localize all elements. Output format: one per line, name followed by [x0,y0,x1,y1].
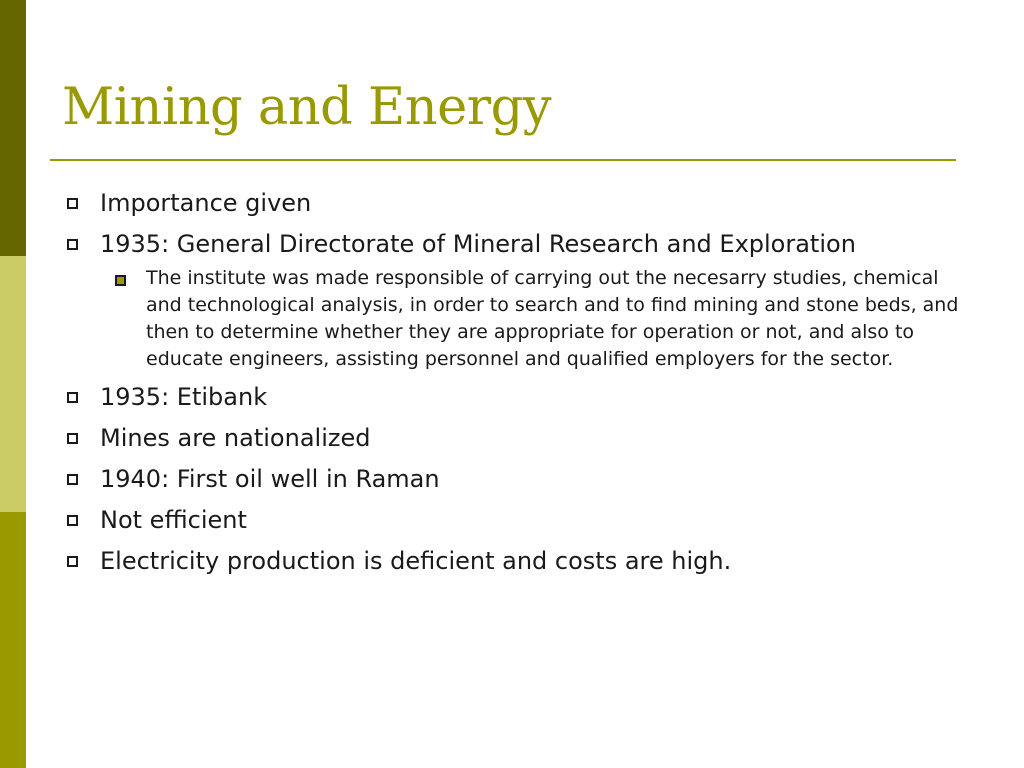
hollow-square-bullet-icon [67,474,78,485]
hollow-square-bullet-icon [67,556,78,567]
bullet-text: 1935: Etibank [100,383,268,411]
hollow-square-bullet-icon [67,433,78,444]
filled-square-bullet-icon [115,275,126,286]
bullet-text: Not efficient [100,506,247,534]
bullet-item [100,186,970,220]
bullet-item [100,227,970,373]
hollow-square-bullet-icon [67,392,78,403]
bullet-item [100,421,970,455]
bullet-text: 1935: General Directorate of Mineral Research and Exploration [100,230,856,258]
bullet-text: 1940: First oil well in Raman [100,465,440,493]
bullet-list [100,186,970,585]
bullet-text: Mines are nationalized [100,424,371,452]
title-underline [50,159,956,161]
bullet-text: Electricity production is deficient and costs are high. [100,547,732,575]
bullet-text: Importance given [100,189,312,217]
bullet-item [100,462,970,496]
side-band-light [0,256,26,512]
side-band-dark [0,0,26,256]
hollow-square-bullet-icon [67,515,78,526]
sub-bullet-item [146,265,970,373]
hollow-square-bullet-icon [67,239,78,250]
hollow-square-bullet-icon [67,198,78,209]
bullet-item [100,503,970,537]
bullet-item [100,380,970,414]
side-band-olive [0,512,26,768]
bullet-item [100,544,970,578]
slide-title: Mining and Energy [62,78,552,137]
sub-bullet-list [100,265,970,373]
sub-bullet-text: The institute was made responsible of carrying out the necesarry studies, chemical and technological analysis, in order to search and to find mining and stone beds, and then to determine whether they are appropriate for operation or not, and also to educate engineers, assisting personnel and qualified employers for the sector. [146,267,959,370]
